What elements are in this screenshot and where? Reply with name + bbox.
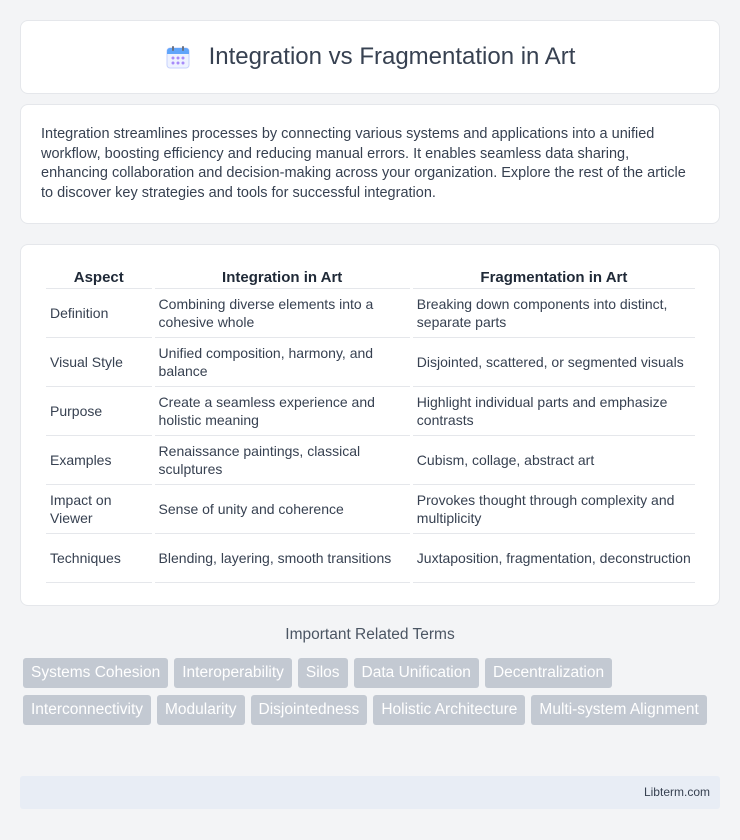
integration-cell: Combining diverse elements into a cohesive whole — [155, 289, 410, 338]
table-row — [46, 289, 695, 338]
aspect-cell: Impact on Viewer — [46, 485, 152, 534]
aspect-cell: Visual Style — [46, 338, 152, 387]
integration-cell: Blending, layering, smooth transitions — [155, 534, 410, 583]
related-terms-tags — [23, 658, 723, 725]
integration-cell: Create a seamless experience and holistic meaning — [155, 387, 410, 436]
table-row — [46, 436, 695, 485]
tag-interconnectivity[interactable]: Interconnectivity — [23, 695, 151, 725]
tag-holistic-architecture[interactable]: Holistic Architecture — [373, 695, 525, 725]
table-row — [46, 534, 695, 583]
intro-card — [20, 104, 720, 224]
calendar-icon — [165, 44, 191, 70]
integration-cell: Renaissance paintings, classical sculptures — [155, 436, 410, 485]
tag-modularity[interactable]: Modularity — [157, 695, 245, 725]
footer — [20, 776, 720, 809]
tag-multi-system-alignment[interactable]: Multi-system Alignment — [531, 695, 706, 725]
integration-cell: Sense of unity and coherence — [155, 485, 410, 534]
fragmentation-cell: Cubism, collage, abstract art — [413, 436, 695, 485]
fragmentation-cell: Disjointed, scattered, or segmented visuals — [413, 338, 695, 387]
column-header: Integration in Art — [155, 265, 410, 289]
table-row — [46, 338, 695, 387]
tag-decentralization[interactable]: Decentralization — [485, 658, 612, 688]
title-wrap — [165, 43, 576, 71]
page-title: Integration vs Fragmentation in Art — [208, 43, 576, 70]
tag-disjointedness[interactable]: Disjointedness — [251, 695, 368, 725]
table-row — [46, 387, 695, 436]
fragmentation-cell: Highlight individual parts and emphasize contrasts — [413, 387, 695, 436]
column-header: Aspect — [46, 265, 152, 289]
comparison-card — [20, 244, 720, 606]
table-header-row — [46, 265, 695, 289]
intro-text: Integration streamlines processes by connecting various systems and applications into a unified workflow, boosting efficiency and reducing manual errors. It enables seamless data sharing, enhancing collaboration and decision-making across your organization. Explore the rest of the article to discover key strategies and tools for successful integration. — [41, 126, 686, 201]
tag-systems-cohesion[interactable]: Systems Cohesion — [23, 658, 168, 688]
tag-interoperability[interactable]: Interoperability — [174, 658, 292, 688]
integration-cell: Unified composition, harmony, and balance — [155, 338, 410, 387]
tag-data-unification[interactable]: Data Unification — [354, 658, 479, 688]
aspect-cell: Purpose — [46, 387, 152, 436]
footer-link[interactable]: Libterm.com — [643, 785, 710, 799]
tag-silos[interactable]: Silos — [298, 658, 348, 688]
column-header: Fragmentation in Art — [413, 265, 695, 289]
aspect-cell: Techniques — [46, 534, 152, 583]
aspect-cell: Examples — [46, 436, 152, 485]
header-card — [20, 20, 720, 94]
fragmentation-cell: Breaking down components into distinct, separate parts — [413, 289, 695, 338]
fragmentation-cell: Juxtaposition, fragmentation, deconstruction — [413, 534, 695, 583]
aspect-cell: Definition — [46, 289, 152, 338]
table-row — [46, 485, 695, 534]
related-terms-title: Important Related Terms — [285, 626, 455, 643]
fragmentation-cell: Provokes thought through complexity and multiplicity — [413, 485, 695, 534]
comparison-table — [43, 265, 698, 583]
